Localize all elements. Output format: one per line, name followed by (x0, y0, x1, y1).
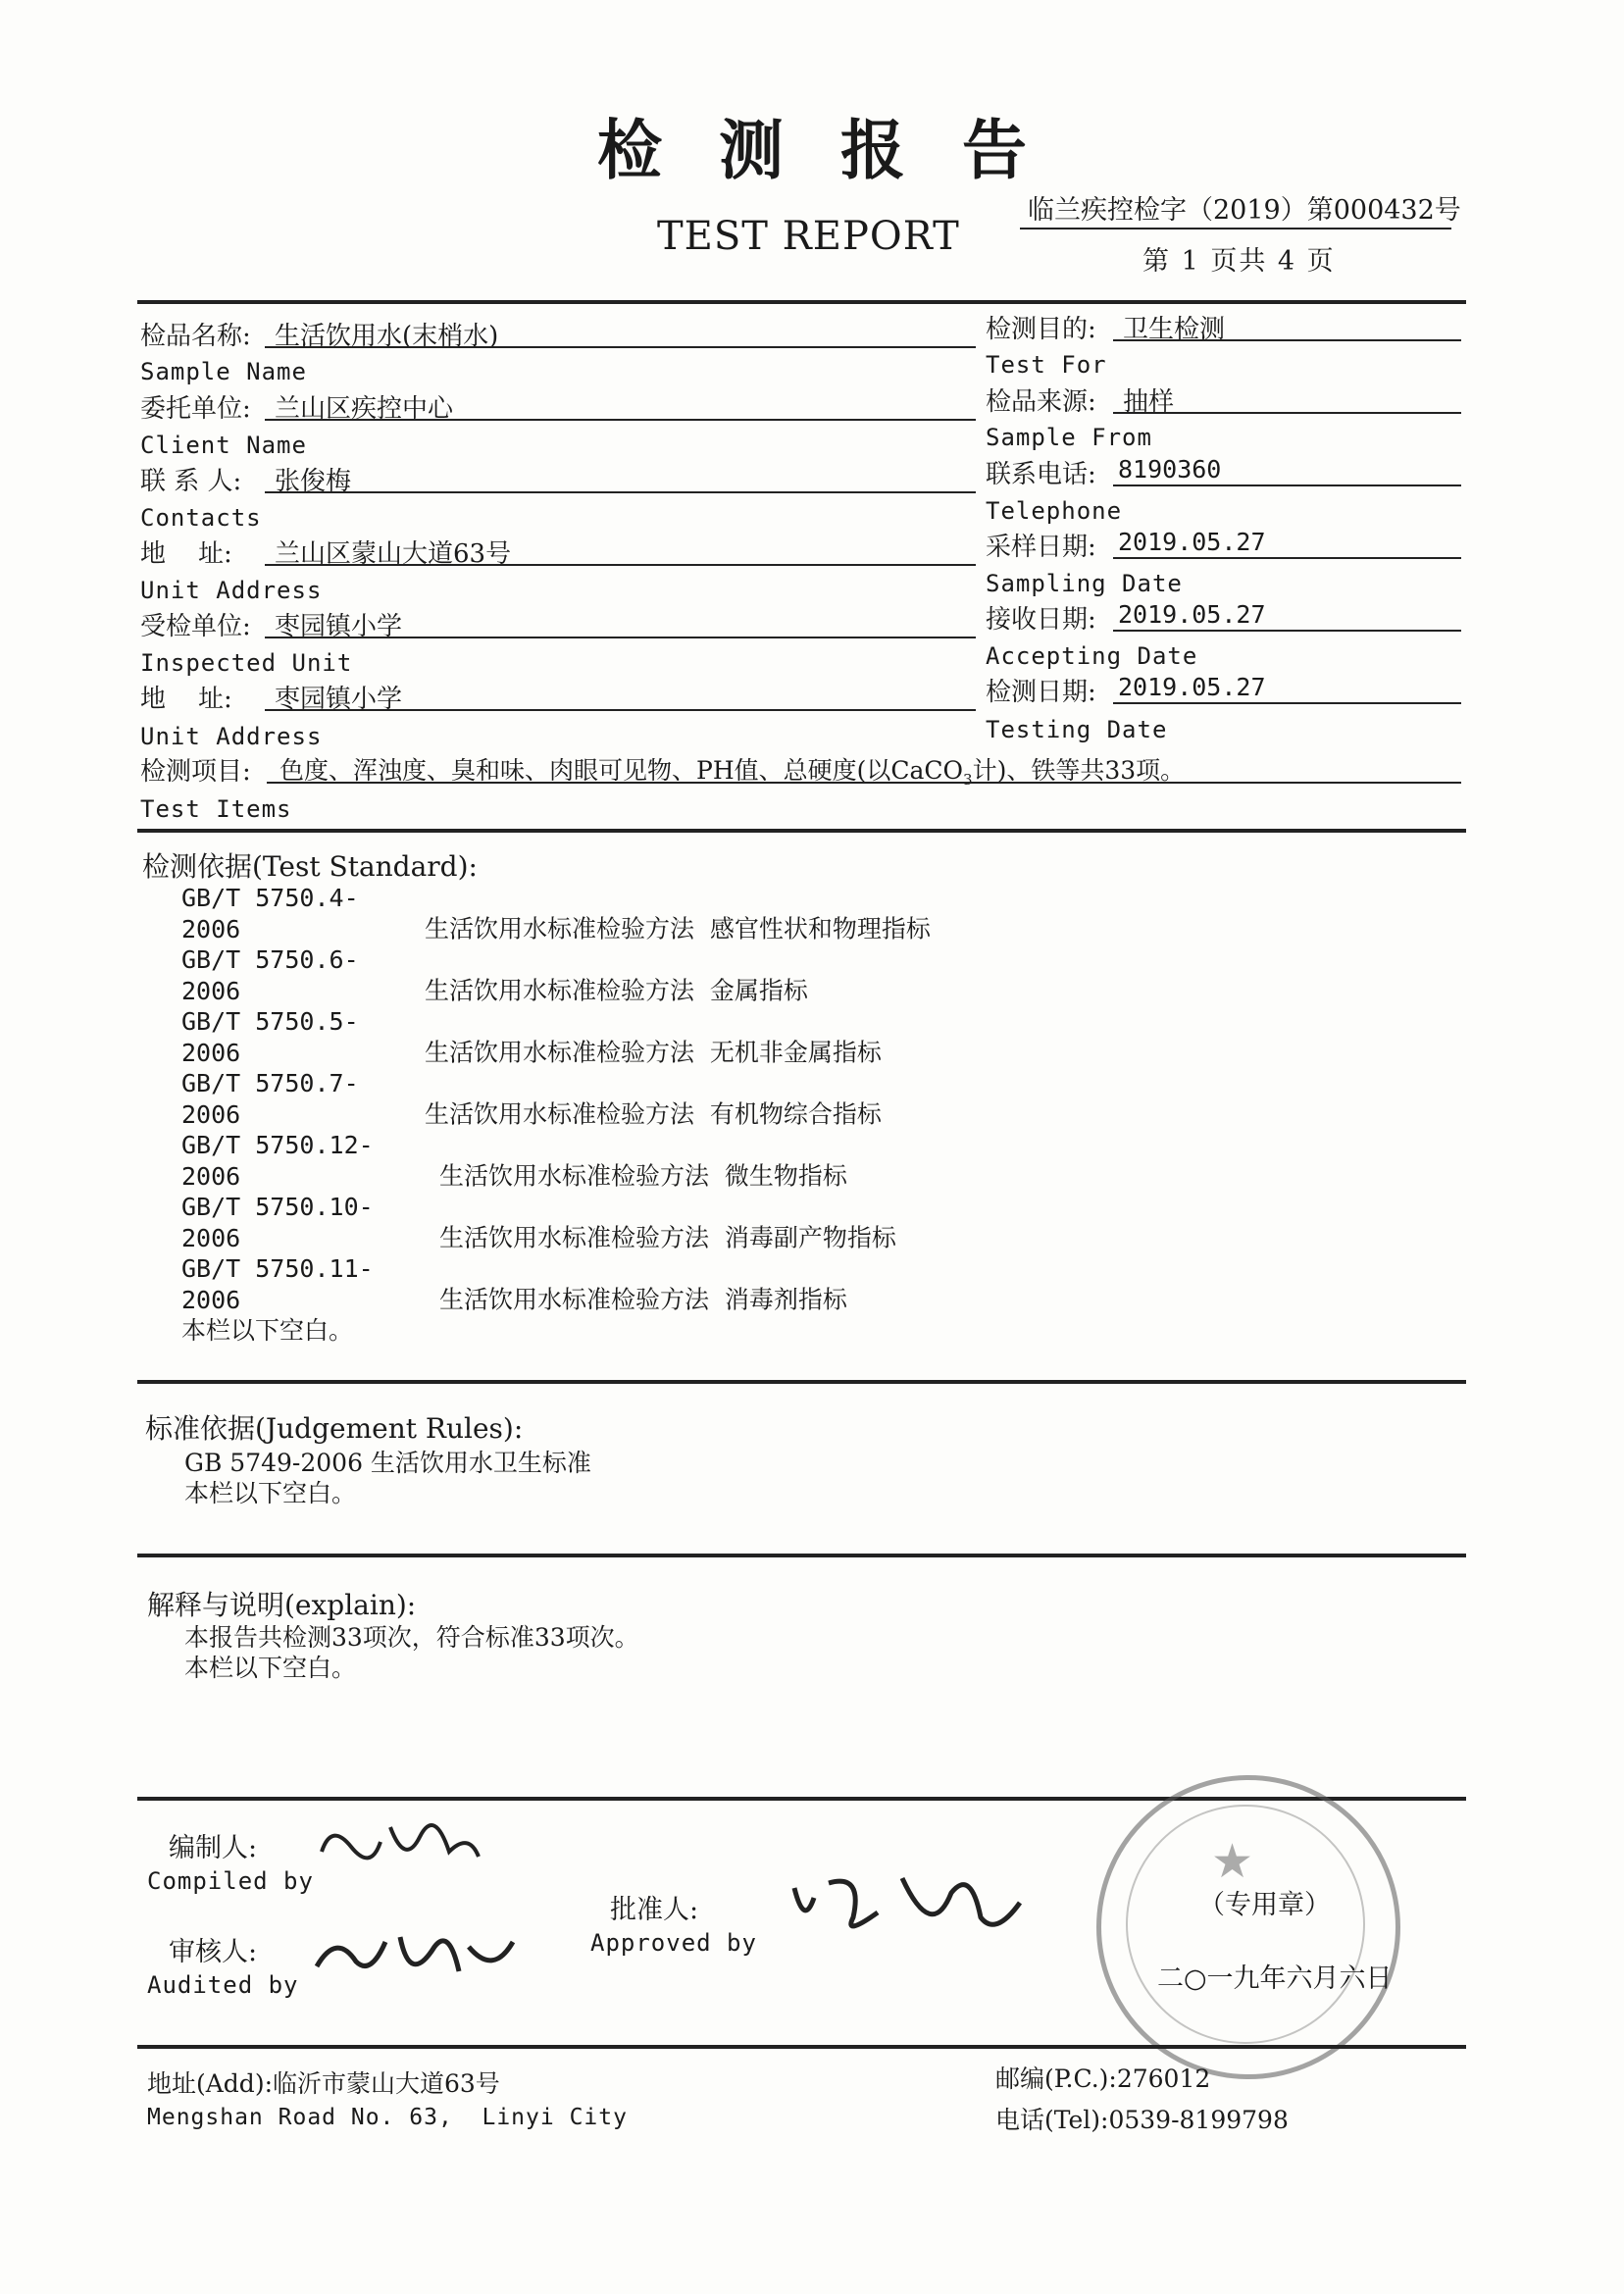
approved-label-en: Approved by (590, 1929, 757, 1957)
header-divider (137, 300, 1466, 304)
report-date: 二○一九年六月六日 (1157, 1963, 1393, 1994)
standard-code: GB/T 5750.4-2006 (181, 884, 359, 943)
standard-item (181, 1068, 931, 1130)
footer-telephone: 电话(Tel):0539-8199798 (995, 2106, 1289, 2134)
test-items-label-en: Test Items (140, 795, 292, 823)
standard-method: 生活饮用水标准检验方法 (438, 1285, 709, 1314)
test-standard-list (181, 883, 931, 1347)
field-value-test-for: 卫生检测 (1123, 315, 1226, 344)
field-value-sampling-date: 2019.05.27 (1118, 528, 1266, 556)
field-label: 地 址: (140, 685, 232, 714)
judgement-heading: 标准依据(Judgement Rules): (145, 1412, 524, 1445)
field-value-inspected-address: 枣园镇小学 (275, 685, 403, 714)
field-label: 检品名称: (140, 322, 251, 351)
approved-signature (785, 1859, 1030, 1970)
field-label: 联系电话: (986, 460, 1096, 489)
field-value-client-name: 兰山区疾控中心 (275, 394, 454, 424)
compiled-signature (312, 1812, 488, 1895)
standard-item (181, 883, 931, 944)
audited-label-en: Audited by (147, 1971, 299, 1999)
standard-code: GB/T 5750.10-2006 (181, 1193, 374, 1252)
field-value-sample-from: 抽样 (1123, 387, 1175, 417)
field-label: 地 址: (140, 539, 232, 569)
blank-note: 本栏以下空白。 (184, 1654, 357, 1682)
field-value-accepting-date: 2019.05.27 (1118, 600, 1266, 629)
compiled-label-en: Compiled by (147, 1867, 314, 1895)
signature-scribble (312, 1812, 488, 1881)
field-label: 委托单位: (140, 394, 251, 424)
footer-address-en: Mengshan Road No. 63, Linyi City (147, 2105, 628, 2130)
standard-method: 生活饮用水标准检验方法 (424, 976, 694, 1005)
field-value-contacts: 张俊梅 (275, 467, 352, 496)
fields-divider (137, 829, 1466, 833)
standard-code: GB/T 5750.12-2006 (181, 1131, 374, 1191)
field-underline (1113, 557, 1461, 559)
standard-scope: 有机物综合指标 (709, 1099, 882, 1129)
explain-body (184, 1622, 639, 1683)
field-label-en: Unit Address (140, 723, 323, 750)
field-underline (265, 564, 976, 566)
document-number-underline (1020, 228, 1451, 229)
field-value-inspected-unit: 枣园镇小学 (275, 612, 403, 641)
field-underline (265, 491, 976, 493)
field-underline (1113, 339, 1461, 341)
field-value-telephone: 8190360 (1118, 455, 1222, 484)
signature-scribble (312, 1917, 518, 1996)
field-label-en: Sample From (986, 424, 1152, 451)
seal-text: （专用章） (1198, 1890, 1331, 1920)
blank-note: 本栏以下空白。 (181, 1316, 354, 1345)
test-items-subscript: 3 (963, 771, 973, 789)
field-underline (265, 419, 976, 421)
field-underline (265, 709, 976, 711)
test-items-text-end: 计)、铁等共33项。 (972, 756, 1186, 785)
standard-code: GB/T 5750.7-2006 (181, 1069, 359, 1129)
standard-method: 生活饮用水标准检验方法 (438, 1161, 709, 1191)
field-label-en: Sampling Date (986, 570, 1183, 597)
standard-item (181, 1253, 931, 1315)
field-label: 联 系 人: (140, 467, 242, 496)
footer-address-cn: 地址(Add):临沂市蒙山大道63号 (147, 2069, 500, 2098)
field-label-en: Accepting Date (986, 642, 1198, 670)
field-label-en: Testing Date (986, 716, 1168, 743)
field-label-en: Unit Address (140, 577, 323, 604)
judgement-body (184, 1448, 591, 1508)
standard-divider (137, 1380, 1466, 1384)
document-number: 临兰疾控检字（2019）第000432号 (1028, 195, 1461, 226)
field-underline (1113, 630, 1461, 632)
footer-postcode: 邮编(P.C.):276012 (995, 2065, 1211, 2093)
field-underline (265, 346, 976, 348)
seal-star-icon: ★ (1211, 1834, 1254, 1889)
field-label-en: Inspected Unit (140, 649, 353, 677)
audited-signature (312, 1917, 518, 2010)
standard-scope: 消毒副产物指标 (724, 1223, 896, 1252)
field-label-en: Contacts (140, 504, 262, 532)
standard-scope: 金属指标 (709, 976, 808, 1005)
audited-label: 审核人: (169, 1937, 258, 1967)
judgement-standard: GB 5749-2006 生活饮用水卫生标准 (184, 1449, 591, 1477)
standard-item (181, 1006, 931, 1068)
standard-method: 生活饮用水标准检验方法 (424, 914, 694, 943)
field-label-en: Telephone (986, 497, 1123, 525)
judgement-divider (137, 1554, 1466, 1557)
field-label-en: Client Name (140, 432, 307, 459)
standard-item (181, 1130, 931, 1192)
field-label: 接收日期: (986, 605, 1096, 635)
field-label: 检测目的: (986, 315, 1096, 344)
test-items-label: 检测项目: (140, 757, 251, 787)
field-label: 采样日期: (986, 533, 1096, 562)
standard-item (181, 944, 931, 1006)
signature-scribble (785, 1859, 1030, 1957)
test-items-text: 色度、浑浊度、臭和味、肉眼可见物、PH值、总硬度(以CaCO (279, 756, 964, 785)
report-title-cn: 检测报告 (597, 112, 1084, 188)
explain-heading: 解释与说明(explain): (147, 1589, 417, 1621)
standard-method: 生活饮用水标准检验方法 (438, 1223, 709, 1252)
standard-method: 生活饮用水标准检验方法 (424, 1038, 694, 1067)
standard-scope: 微生物指标 (724, 1161, 847, 1191)
field-underline (1113, 412, 1461, 414)
field-label: 受检单位: (140, 612, 251, 641)
field-label-en: Sample Name (140, 358, 307, 385)
standard-code: GB/T 5750.6-2006 (181, 945, 359, 1005)
test-standard-heading: 检测依据(Test Standard): (142, 850, 478, 883)
page-info: 第 1 页共 4 页 (1142, 246, 1336, 277)
field-label: 检测日期: (986, 678, 1096, 707)
standard-scope: 感官性状和物理指标 (709, 914, 931, 943)
field-underline (1113, 702, 1461, 704)
compiled-label: 编制人: (169, 1833, 258, 1863)
field-value-sample-name: 生活饮用水(末梢水) (275, 322, 499, 351)
standard-method: 生活饮用水标准检验方法 (424, 1099, 694, 1129)
field-label: 检品来源: (986, 387, 1096, 417)
standard-scope: 无机非金属指标 (709, 1038, 882, 1067)
footer-divider (137, 2045, 1466, 2049)
test-items-underline (267, 782, 1461, 784)
standard-scope: 消毒剂指标 (724, 1285, 847, 1314)
explain-summary: 本报告共检测33项次，符合标准33项次。 (184, 1623, 639, 1652)
field-underline (1113, 484, 1461, 486)
report-title-en: TEST REPORT (657, 214, 960, 259)
field-value-unit-address: 兰山区蒙山大道63号 (275, 539, 512, 569)
field-label-en: Test For (986, 351, 1107, 379)
standard-item (181, 1192, 931, 1253)
standard-code: GB/T 5750.5-2006 (181, 1007, 359, 1067)
blank-note: 本栏以下空白。 (184, 1479, 357, 1507)
standard-code: GB/T 5750.11-2006 (181, 1254, 374, 1314)
approved-label: 批准人: (610, 1895, 699, 1925)
field-underline (265, 637, 976, 638)
field-value-testing-date: 2019.05.27 (1118, 673, 1266, 701)
